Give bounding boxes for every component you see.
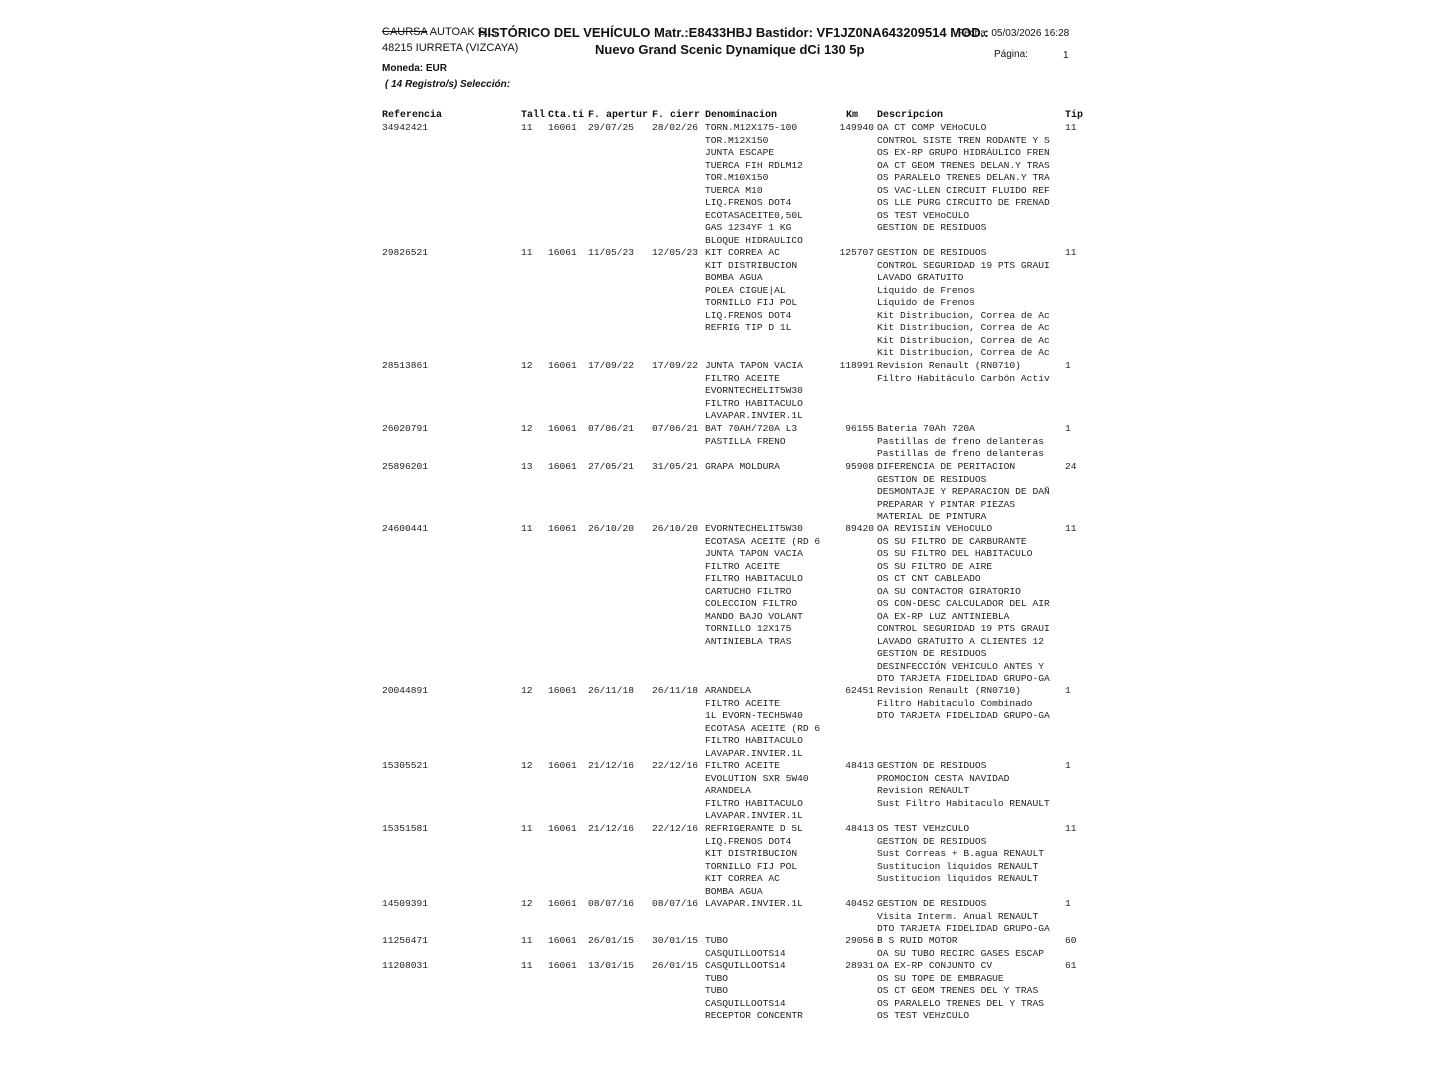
denominacion-line: CASQUILLOOTS14 — [705, 960, 786, 971]
cell-fecha-apertura: 26/10/20 — [588, 523, 635, 534]
cell-fecha-cierre: 26/01/15 — [652, 960, 699, 971]
cell-denominacion — [705, 247, 797, 335]
denominacion-line: GRAPA MOLDURA — [705, 461, 780, 472]
cell-cta: 16061 — [548, 898, 577, 909]
cell-tipo: 1 — [1065, 760, 1071, 771]
denominacion-line: FILTRO ACEITE — [705, 697, 780, 709]
cell-descripcion — [877, 898, 1050, 936]
descripcion-line: OA SU CONTACTOR GIRATORIO — [877, 585, 1021, 597]
denominacion-line: 1L EVORN-TECH5W40 — [705, 710, 803, 721]
cell-referencia: 34942421 — [382, 122, 429, 133]
cell-tall: 11 — [521, 823, 533, 834]
col-header-f-apertura: F. apertur — [588, 110, 649, 121]
cell-tall: 12 — [521, 685, 533, 696]
cell-denominacion — [705, 760, 809, 823]
cell-fecha-apertura: 21/12/16 — [588, 823, 635, 834]
descripcion-line: PREPARAR Y PINTAR PIEZAS — [877, 498, 1016, 510]
cell-cta: 16061 — [548, 461, 577, 472]
cell-cta: 16061 — [548, 960, 577, 971]
cell-km: 96155 — [845, 423, 874, 434]
cell-fecha-apertura: 13/01/15 — [588, 960, 635, 971]
cell-fecha-cierre: 22/12/16 — [652, 760, 699, 771]
cell-km: 48413 — [845, 823, 874, 834]
descripcion-line: LAVADO GRATUITO A CLIENTES 12 — [877, 635, 1044, 647]
descripcion-line: OS LLE PURG CIRCUITO DE FRENAD — [877, 197, 1050, 208]
cell-tall: 11 — [521, 247, 533, 258]
denominacion-line: ARANDELA — [705, 785, 752, 796]
descripcion-line: GESTION DE RESIDUOS — [877, 247, 987, 258]
cell-referencia: 20044891 — [382, 685, 429, 696]
cell-fecha-cierre: 28/02/26 — [652, 122, 699, 133]
cell-cta: 16061 — [548, 685, 577, 696]
denominacion-line: FILTRO ACEITE — [705, 372, 780, 384]
cell-km: 89420 — [845, 523, 874, 534]
denominacion-line: COLECCION FILTRO — [705, 598, 798, 609]
denominacion-line: FILTRO HABITACULO — [705, 735, 803, 746]
cell-tall: 11 — [521, 523, 533, 534]
descripcion-line: Liquido de Frenos — [877, 297, 975, 308]
descripcion-line: DESINFECCIÓN VEHICULO ANTES Y — [877, 660, 1044, 672]
denominacion-line: BAT 70AH/720A L3 — [705, 423, 798, 434]
denominacion-line: JUNTA ESCAPE — [705, 147, 775, 158]
descripcion-line: Filtro Habitáculo Carbón Activ — [877, 372, 1050, 384]
descripcion-line: OS EX-RP GRUPO HIDRÁULICO FREN — [877, 147, 1050, 158]
denominacion-line: FILTRO ACEITE — [705, 560, 780, 572]
descripcion-line: OS TEST VEHoCULO — [877, 209, 970, 221]
cell-tipo: 1 — [1065, 360, 1071, 371]
descripcion-line: OS SU FILTRO DE AIRE — [877, 560, 993, 572]
company-address: 48215 IURRETA (VIZCAYA) — [382, 42, 519, 54]
denominacion-line: BLOQUE HIDRAULICO — [705, 234, 803, 246]
denominacion-line: TUERCA M10 — [705, 184, 763, 196]
denominacion-line: TORNILLO FIJ POL — [705, 860, 798, 872]
cell-cta: 16061 — [548, 122, 577, 133]
cell-descripcion — [877, 523, 1050, 686]
cell-denominacion — [705, 960, 803, 1023]
descripcion-line: DTO TARJETA FIDELIDAD GRUPO-GA — [877, 673, 1050, 684]
cell-tipo: 11 — [1065, 523, 1077, 534]
descripcion-line: Pastillas de freno delanteras — [877, 448, 1044, 459]
cell-denominacion — [705, 461, 780, 474]
cell-km: 118991 — [839, 360, 874, 371]
cell-km: 28931 — [845, 960, 874, 971]
cell-km: 95908 — [845, 461, 874, 472]
denominacion-line: LIQ.FRENOS DOT4 — [705, 197, 792, 208]
cell-denominacion — [705, 423, 797, 448]
cell-km: 48413 — [845, 760, 874, 771]
denominacion-line: REFRIGERANTE D 5L — [705, 823, 803, 834]
denominacion-line: ECOTASA ACEITE (RD 6 — [705, 722, 821, 734]
descripcion-line: B S RUID MOTOR — [877, 935, 958, 946]
cell-fecha-cierre: 26/10/20 — [652, 523, 699, 534]
denominacion-line: LAVAPAR.INVIER.1L — [705, 747, 803, 759]
descripcion-line: DIFERENCIA DE PERITACION — [877, 461, 1016, 472]
descripcion-line: Visita Interm. Anual RENAULT — [877, 910, 1039, 922]
descripcion-line: OS VAC-LLEN CIRCUIT FLUIDO REF — [877, 184, 1050, 196]
col-header-f-cierre: F. cierr — [652, 110, 701, 121]
cell-descripcion — [877, 685, 1050, 723]
denominacion-line: EVOLUTION SXR 5W40 — [705, 772, 809, 784]
descripcion-line: DTO TARJETA FIDELIDAD GRUPO-GA — [877, 923, 1050, 934]
denominacion-line: TORN.M12X175-100 — [705, 122, 798, 133]
cell-tall: 11 — [521, 935, 533, 946]
denominacion-line: KIT DISTRIBUCION — [705, 848, 798, 859]
descripcion-line: MATERIAL DE PINTURA — [877, 511, 987, 522]
denominacion-line: CASQUILLOOTS14 — [705, 997, 786, 1009]
denominacion-line: TUBO — [705, 972, 729, 984]
cell-descripcion — [877, 247, 1050, 360]
denominacion-line: LAVAPAR.INVIER.1L — [705, 410, 803, 421]
descripcion-line: Filtro Habitaculo Combinado — [877, 697, 1033, 709]
descripcion-line: OS PARALELO TRENES DELAN.Y TRA — [877, 172, 1050, 183]
cell-denominacion — [705, 523, 820, 648]
cell-denominacion — [705, 935, 786, 960]
cell-fecha-apertura: 21/12/16 — [588, 760, 635, 771]
descripcion-line: Sust Filtro Habitaculo RENAULT — [877, 797, 1050, 809]
cell-cta: 16061 — [548, 523, 577, 534]
denominacion-line: TORNILLO FIJ POL — [705, 297, 798, 308]
col-header-tipo: Tip — [1065, 110, 1084, 121]
cell-cta: 16061 — [548, 360, 577, 371]
denominacion-line: GAS 1234YF 1 KG — [705, 222, 792, 233]
denominacion-line: KIT CORREA AC — [705, 873, 780, 884]
denominacion-line: LIQ.FRENOS DOT4 — [705, 835, 792, 847]
cell-tipo: 61 — [1065, 960, 1077, 971]
cell-tall: 12 — [521, 760, 533, 771]
cell-fecha-cierre: 07/06/21 — [652, 423, 699, 434]
cell-descripcion — [877, 935, 1044, 960]
descripcion-line: CONTROL SISTE TREN RODANTE Y S — [877, 134, 1050, 146]
cell-descripcion — [877, 461, 1050, 524]
denominacion-line: FILTRO ACEITE — [705, 760, 780, 771]
descripcion-line: Kit Distribucion, Correa de Ac — [877, 334, 1050, 346]
col-header-cta: Cta.ti — [548, 110, 585, 121]
descripcion-line: GESTION DE RESIDUOS — [877, 473, 987, 485]
col-header-descripcion: Descripcion — [877, 110, 944, 121]
descripcion-line: Revision RENAULT — [877, 785, 970, 796]
descripcion-line: CONTROL SEGURIDAD 19 PTS GRAUI — [877, 259, 1050, 271]
descripcion-line: Sust Correas + B.agua RENAULT — [877, 848, 1044, 859]
vehicle-model: Nuevo Grand Scenic Dynamique dCi 130 5p — [595, 42, 865, 57]
cell-tall: 12 — [521, 360, 533, 371]
cell-fecha-apertura: 07/06/21 — [588, 423, 635, 434]
cell-fecha-cierre: 12/05/23 — [652, 247, 699, 258]
cell-fecha-apertura: 11/05/23 — [588, 247, 635, 258]
denominacion-line: EVORNTECHELIT5W30 — [705, 523, 803, 534]
denominacion-line: FILTRO HABITACULO — [705, 797, 803, 809]
cell-cta: 16061 — [548, 935, 577, 946]
denominacion-line: ECOTASA ACEITE (RD 6 — [705, 535, 821, 547]
denominacion-line: KIT CORREA AC — [705, 247, 780, 258]
cell-km: 62451 — [845, 685, 874, 696]
cell-descripcion — [877, 960, 1044, 1023]
denominacion-line: POLEA CIGUE|AL — [705, 284, 786, 296]
denominacion-line: REFRIG TIP D 1L — [705, 322, 792, 333]
cell-denominacion — [705, 823, 803, 898]
cell-cta: 16061 — [548, 760, 577, 771]
cell-fecha-apertura: 08/07/16 — [588, 898, 635, 909]
cell-fecha-apertura: 17/09/22 — [588, 360, 635, 371]
denominacion-line: TORNILLO 12X175 — [705, 623, 792, 634]
page-number: 1 — [1063, 50, 1069, 61]
denominacion-line: EVORNTECHELIT5W30 — [705, 385, 803, 396]
cell-fecha-cierre: 26/11/18 — [652, 685, 699, 696]
descripcion-line: Revision Renault (RN0710) — [877, 360, 1021, 371]
descripcion-line: OA CT GEOM TRENES DELAN.Y TRAS — [877, 159, 1050, 171]
cell-descripcion — [877, 122, 1050, 235]
cell-fecha-apertura: 26/01/15 — [588, 935, 635, 946]
cell-fecha-apertura: 29/07/25 — [588, 122, 635, 133]
cell-km: 125707 — [839, 247, 874, 258]
descripcion-line: OA EX-RP CONJUNTO CV — [877, 960, 993, 971]
cell-referencia: 11208031 — [382, 960, 429, 971]
document-title: HISTÓRICO DEL VEHÍCULO Matr.:E8433HBJ Bastidor: VF1JZ0NA643209514 MOD.: — [478, 25, 989, 40]
descripcion-line: OS CT GEOM TRENES DEL Y TRAS — [877, 985, 1039, 996]
descripcion-line: Bateria 70Ah 720A — [877, 423, 975, 434]
denominacion-line: FILTRO HABITACULO — [705, 397, 803, 409]
denominacion-line: ARANDELA — [705, 685, 752, 696]
denominacion-line: TOR.M12X150 — [705, 134, 769, 146]
descripcion-line: OS CON-DESC CALCULADOR DEL AIR — [877, 598, 1050, 609]
descripcion-line: PROMOCION CESTA NAVIDAD — [877, 772, 1010, 784]
cell-cta: 16061 — [548, 423, 577, 434]
col-header-km: Km — [846, 110, 859, 121]
denominacion-line: LAVAPAR.INVIER.1L — [705, 898, 803, 909]
cell-fecha-apertura: 27/05/21 — [588, 461, 635, 472]
descripcion-line: GESTION DE RESIDUOS — [877, 835, 987, 847]
cell-denominacion — [705, 685, 820, 760]
currency-label: Moneda: EUR — [382, 63, 447, 74]
cell-referencia: 28513861 — [382, 360, 429, 371]
denominacion-line: TUBO — [705, 985, 729, 996]
descripcion-line: OS SU FILTRO DE CARBURANTE — [877, 535, 1027, 547]
cell-referencia: 26020791 — [382, 423, 429, 434]
descripcion-line: GESTION DE RESIDUOS — [877, 760, 987, 771]
company-name-rest: AUTOAK S.L. — [427, 26, 498, 38]
descripcion-line: Kit Distribucion, Correa de Ac — [877, 347, 1050, 358]
denominacion-line: ANTINIEBLA TRAS — [705, 635, 792, 647]
company-name-struck: CAURSA — [382, 26, 428, 38]
cell-denominacion — [705, 360, 803, 423]
denominacion-line: CARTUCHO FILTRO — [705, 585, 792, 597]
cell-tall: 13 — [521, 461, 533, 472]
descripcion-line: Pastillas de freno delanteras — [877, 435, 1044, 447]
descripcion-line: OS TEST VEHzCULO — [877, 823, 970, 834]
cell-tipo: 1 — [1065, 898, 1071, 909]
cell-km: 149940 — [839, 122, 874, 133]
cell-denominacion — [705, 898, 803, 911]
col-header-denominacion: Denominacion — [705, 110, 778, 121]
descripcion-line: OS SU FILTRO DEL HABITACULO — [877, 548, 1033, 559]
denominacion-line: ECOTASACEITE0,50L — [705, 209, 803, 221]
descripcion-line: OA SU TUBO RECIRC GASES ESCAP — [877, 947, 1044, 959]
cell-referencia: 25896201 — [382, 461, 429, 472]
col-header-tall: Tall — [521, 110, 546, 121]
denominacion-line: TOR.M10X150 — [705, 172, 769, 183]
descripcion-line: Sustitucion liquidos RENAULT — [877, 860, 1039, 872]
denominacion-line: BOMBA AGUA — [705, 272, 763, 283]
descripcion-line: Sustitucion liquidos RENAULT — [877, 873, 1039, 884]
descripcion-line: OS SU TOPE DE EMBRAGUE — [877, 972, 1004, 984]
descripcion-line: OA REVISIiN VEHoCULO — [877, 523, 993, 534]
cell-referencia: 11256471 — [382, 935, 429, 946]
cell-cta: 16061 — [548, 823, 577, 834]
cell-tipo: 11 — [1065, 122, 1077, 133]
record-count: ( 14 Registro/s) Selección: — [385, 79, 511, 90]
cell-descripcion — [877, 760, 1050, 810]
descripcion-line: Kit Distribucion, Correa de Ac — [877, 309, 1050, 321]
page-label: Página: — [994, 49, 1028, 60]
descripcion-line: OA CT COMP VEHoCULO — [877, 122, 987, 133]
cell-descripcion — [877, 423, 1044, 461]
descripcion-line: LAVADO GRATUITO — [877, 272, 964, 283]
cell-tipo: 24 — [1065, 461, 1077, 472]
descripcion-line: Revision Renault (RN0710) — [877, 685, 1021, 696]
descripcion-line: GESTION DE RESIDUOS — [877, 222, 987, 233]
cell-tipo: 11 — [1065, 247, 1077, 258]
cell-km: 40452 — [845, 898, 874, 909]
cell-descripcion — [877, 823, 1044, 886]
denominacion-line: BOMBA AGUA — [705, 885, 763, 897]
denominacion-line: JUNTA TAPON VACIA — [705, 548, 803, 559]
descripcion-line: DESMONTAJE Y REPARACION DE DAÑ — [877, 486, 1050, 497]
denominacion-line: JUNTA TAPON VACIA — [705, 360, 803, 371]
descripcion-line: Kit Distribucion, Correa de Ac — [877, 322, 1050, 333]
cell-fecha-cierre: 17/09/22 — [652, 360, 699, 371]
denominacion-line: TUBO — [705, 935, 729, 946]
cell-fecha-cierre: 08/07/16 — [652, 898, 699, 909]
descripcion-line: Liquido de Frenos — [877, 284, 975, 296]
descripcion-line: DTO TARJETA FIDELIDAD GRUPO-GA — [877, 710, 1050, 721]
cell-tipo: 60 — [1065, 935, 1077, 946]
report-date: Fecha: 05/03/2026 16:28 — [958, 28, 1070, 39]
cell-tipo: 1 — [1065, 423, 1071, 434]
cell-tall: 11 — [521, 122, 533, 133]
cell-tall: 12 — [521, 898, 533, 909]
descripcion-line: GESTION DE RESIDUOS — [877, 898, 987, 909]
denominacion-line: CASQUILLOOTS14 — [705, 947, 786, 959]
col-header-referencia: Referencia — [382, 110, 443, 121]
cell-tipo: 11 — [1065, 823, 1077, 834]
denominacion-line: MANDO BAJO VOLANT — [705, 610, 803, 622]
cell-referencia: 29826521 — [382, 247, 429, 258]
cell-referencia: 24600441 — [382, 523, 429, 534]
descripcion-line: OA EX-RP LUZ ANTINIEBLA — [877, 610, 1010, 622]
cell-fecha-cierre: 30/01/15 — [652, 935, 699, 946]
descripcion-line: GESTION DE RESIDUOS — [877, 648, 987, 659]
cell-cta: 16061 — [548, 247, 577, 258]
descripcion-line: OS TEST VEHzCULO — [877, 1010, 970, 1021]
cell-fecha-cierre: 22/12/16 — [652, 823, 699, 834]
denominacion-line: FILTRO HABITACULO — [705, 573, 803, 584]
denominacion-line: RECEPTOR CONCENTR — [705, 1010, 803, 1021]
cell-km: 29056 — [845, 935, 874, 946]
cell-descripcion — [877, 360, 1050, 385]
denominacion-line: KIT DISTRIBUCION — [705, 259, 798, 271]
cell-referencia: 15305521 — [382, 760, 429, 771]
descripcion-line: OS PARALELO TRENES DEL Y TRAS — [877, 997, 1044, 1009]
descripcion-line: CONTROL SEGURIDAD 19 PTS GRAUI — [877, 623, 1050, 634]
cell-tipo: 1 — [1065, 685, 1071, 696]
denominacion-line: LAVAPAR.INVIER.1L — [705, 810, 803, 821]
cell-tall: 11 — [521, 960, 533, 971]
cell-tall: 12 — [521, 423, 533, 434]
denominacion-line: LIQ.FRENOS DOT4 — [705, 309, 792, 321]
denominacion-line: TUERCA FIH RDLM12 — [705, 159, 803, 171]
cell-fecha-apertura: 26/11/18 — [588, 685, 635, 696]
cell-referencia: 14509391 — [382, 898, 429, 909]
cell-referencia: 15351581 — [382, 823, 429, 834]
denominacion-line: PASTILLA FRENO — [705, 435, 786, 447]
cell-denominacion — [705, 122, 803, 247]
descripcion-line: OS CT CNT CABLEADO — [877, 573, 981, 584]
cell-fecha-cierre: 31/05/21 — [652, 461, 699, 472]
